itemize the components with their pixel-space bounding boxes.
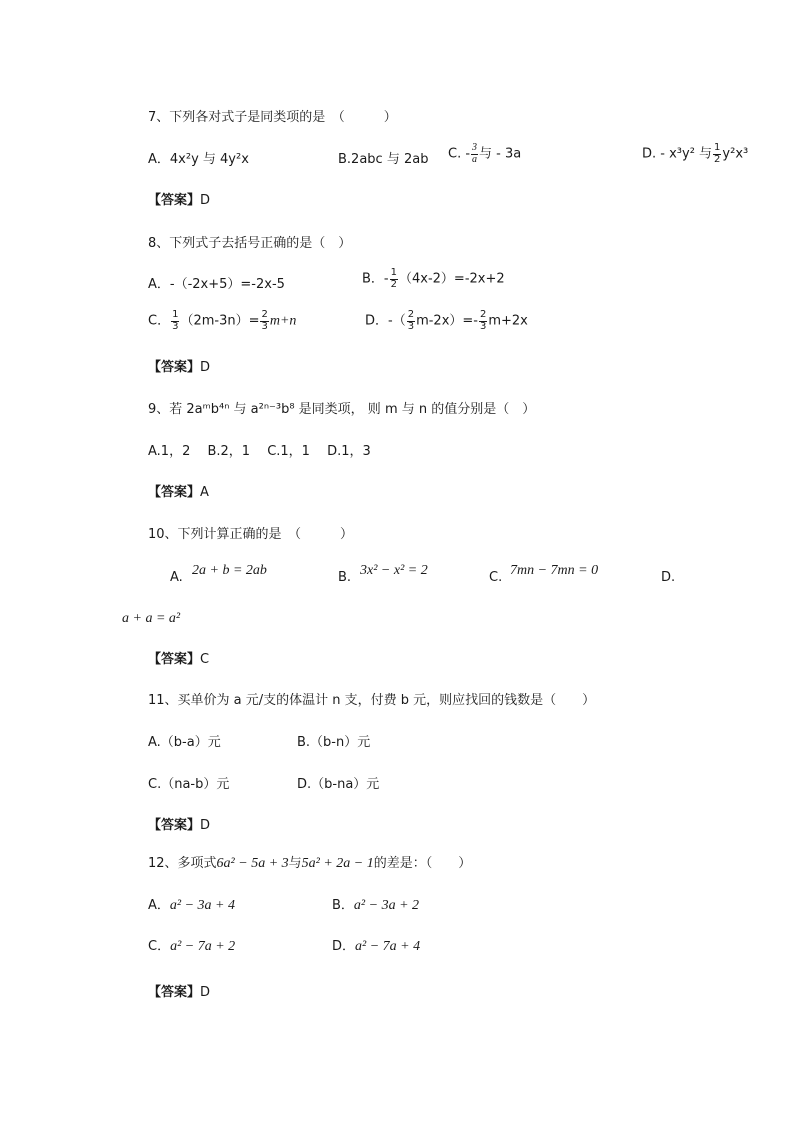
q8-stem: 8、下列式子去括号正确的是（ ） (148, 236, 352, 251)
q7-option-c: C. - $\frac{3}{a}$ 与 - 3a (448, 142, 522, 165)
q11-option-d: D.（b-na）元 (297, 777, 380, 792)
q12-option-d: D．a² − 7a + 4 (332, 939, 421, 954)
q12-option-a: A．a² − 3a + 4 (148, 898, 235, 913)
q11-stem: 11、买单价为 a 元/支的体温计 n 支，付费 b 元，则应找回的钱数是（ ） (148, 693, 596, 708)
q9-answer: 【答案】A (148, 485, 209, 500)
q7-answer: 【答案】D (148, 193, 211, 208)
fraction: $\frac{1}{3}$ (172, 309, 179, 332)
q12-option-c: C．a² − 7a + 2 (148, 939, 236, 954)
fraction: $\frac{3}{a}$ (472, 142, 478, 165)
q10-option-a-expr: 2a + b = 2ab (192, 563, 267, 578)
q8-answer: 【答案】D (148, 360, 211, 375)
fraction: $\frac{2}{3}$ (407, 309, 415, 332)
q12-stem: 12、多项式6a² − 5a + 3与5a² + 2a − 1的差是：（ ） (148, 856, 472, 871)
q11-answer: 【答案】D (148, 818, 211, 833)
q10-option-b-label: B. (338, 570, 352, 585)
fraction: $\frac{1}{2}$ (390, 267, 397, 290)
fraction: $\frac{2}{3}$ (261, 309, 268, 332)
q9-options: A.1，2 B.2，1 C.1，1 D.1，3 (148, 444, 371, 459)
q12-answer: 【答案】D (148, 985, 211, 1000)
q11-option-b: B.（b-n）元 (297, 735, 371, 750)
fraction: $\frac{1}{2}$ (714, 142, 721, 165)
q10-answer: 【答案】C (148, 652, 210, 667)
fraction: $\frac{2}{3}$ (479, 309, 487, 332)
q8-option-b: B．- $\frac{1}{2}$ （4x-2）=-2x+2 (362, 267, 505, 290)
q7-stem: 7、下列各对式子是同类项的是 （ ） (148, 110, 397, 125)
q9-stem: 9、若 2aᵐb⁴ⁿ 与 a²ⁿ⁻³b⁸ 是同类项， 则 m 与 n 的值分别是（ ） (148, 402, 536, 417)
q8-option-a: A．-（-2x+5）=-2x-5 (148, 277, 285, 292)
q8-option-d: D．-（ $\frac{2}{3}$ m-2x）=- $\frac{2}{3}$ m+2x (365, 309, 528, 332)
q7-option-d: D. - x³y² 与 $\frac{1}{2}$ y²x³ (642, 142, 749, 165)
q11-option-a: A.（b-a）元 (148, 735, 221, 750)
q7-option-a: A．4x²y 与 4y²x (148, 152, 249, 167)
q10-option-d-expr: a + a = a² (122, 611, 181, 626)
q12-option-b: B．a² − 3a + 2 (332, 898, 420, 913)
q10-option-d-label: D. (661, 570, 676, 585)
q10-option-b-expr: 3x² − x² = 2 (360, 563, 428, 578)
q10-option-c-expr: 7mn − 7mn = 0 (510, 563, 599, 578)
q10-option-c-label: C. (489, 570, 503, 585)
q7-option-b: B.2abc 与 2ab (338, 152, 429, 167)
q8-option-c: C． $\frac{1}{3}$ （2m-3n）= $\frac{2}{3}$ m+n (148, 309, 297, 332)
q10-stem: 10、下列计算正确的是 （ ） (148, 527, 354, 542)
q11-option-c: C.（na-b）元 (148, 777, 230, 792)
q10-option-a-label: A. (170, 570, 183, 585)
